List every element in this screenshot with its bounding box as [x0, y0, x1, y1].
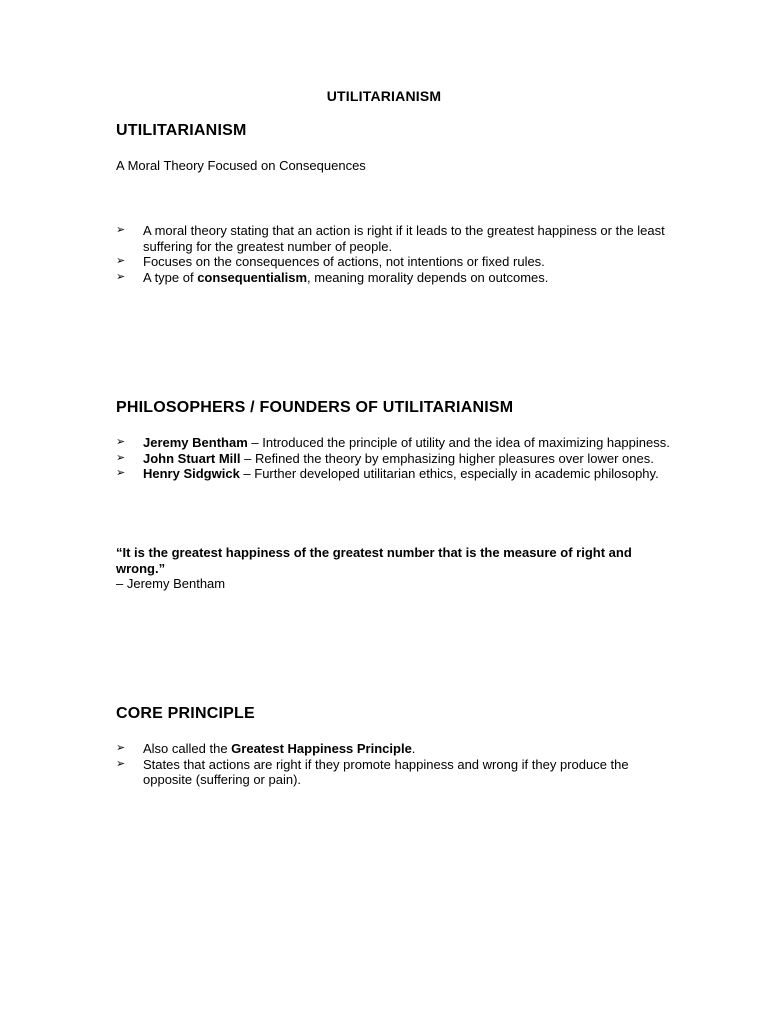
philosopher-description: – Further developed utilitarian ethics, especially in academic philosophy. [239, 466, 659, 481]
arrowhead-bullet-icon: ➢ [116, 451, 126, 464]
list-item [116, 466, 676, 482]
bullet-text-bold: Greatest Happiness Principle [231, 741, 412, 756]
bullet-text-post: . [411, 741, 416, 756]
philosopher-name: Henry Sidgwick [143, 466, 240, 481]
list-item [116, 254, 676, 270]
philosophers-heading: PHILOSOPHERS / FOUNDERS OF UTILITARIANISM [116, 399, 514, 416]
page-title: UTILITARIANISM [326, 88, 442, 104]
bullet-text-pre: Also called the [143, 741, 232, 756]
bullet-text-post: , meaning morality depends on outcomes. [307, 269, 549, 285]
intro-heading: UTILITARIANISM [116, 122, 247, 139]
arrowhead-bullet-icon: ➢ [116, 742, 126, 754]
quote-attribution: – Jeremy Bentham [116, 576, 226, 591]
quote-text: “It is the greatest happiness of the greatest number that is the measure of right and wrong.” [116, 545, 632, 576]
core-principle-heading: CORE PRINCIPLE [116, 705, 255, 722]
list-item [116, 270, 676, 286]
bullet-text: Focuses on the consequences of actions, not intentions or fixed rules. [143, 254, 545, 269]
list-item [116, 223, 676, 254]
bullet-text-bold: consequentialism [197, 269, 308, 285]
philosopher-description: – Refined the theory by emphasizing higher pleasures over lower ones. [240, 450, 654, 466]
list-item [116, 451, 676, 467]
list-item [116, 435, 676, 451]
philosopher-name: Jeremy Bentham [143, 435, 248, 450]
philosopher-name: John Stuart Mill [143, 450, 241, 466]
arrowhead-bullet-icon: ➢ [116, 255, 126, 267]
intro-subtitle: A Moral Theory Focused on Consequences [116, 158, 366, 173]
philosophers-list [116, 435, 676, 482]
bullet-text-pre: A type of [143, 269, 198, 285]
core-principle-list [116, 741, 676, 788]
quote-block [116, 545, 676, 592]
bullet-text: A moral theory stating that an action is right if it leads to the greatest happiness or the least suffering for the greatest number of people. [143, 223, 665, 254]
intro-bullet-list [116, 223, 676, 285]
list-item [116, 757, 676, 788]
arrowhead-bullet-icon: ➢ [116, 467, 126, 479]
bullet-text: States that actions are right if they promote happiness and wrong if they produce the opposite (suffering or pain). [143, 756, 629, 787]
arrowhead-bullet-icon: ➢ [116, 436, 126, 448]
philosopher-description: – Introduced the principle of utility and the idea of maximizing happiness. [247, 435, 670, 450]
arrowhead-bullet-icon: ➢ [116, 757, 126, 770]
arrowhead-bullet-icon: ➢ [116, 270, 126, 283]
list-item [116, 741, 676, 757]
arrowhead-bullet-icon: ➢ [116, 224, 126, 236]
